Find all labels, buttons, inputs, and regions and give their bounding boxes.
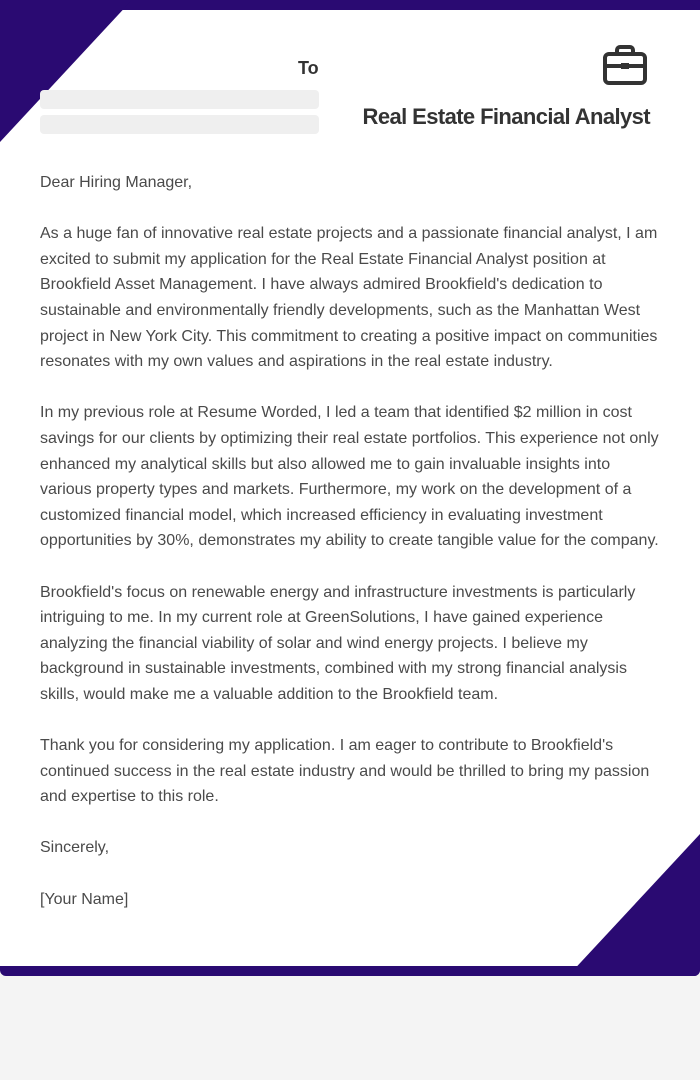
recipient-placeholder-line — [40, 90, 319, 109]
closing: Sincerely, — [40, 839, 110, 857]
letter-paragraph: Brookfield's focus on renewable energy and infrastructure investments is particularly intriguing to me. In my current role at GreenSolutions, I have gained experience analyzing the financial viability of solar and wind energy projects. I believe my background in sustainable investments, combined with my strong financial analysis skills, would make me a valuable addition to the Brookfield team. — [40, 583, 636, 703]
recipient-to-label: To — [298, 58, 319, 78]
letter-body — [40, 170, 665, 938]
recipient-placeholder-line — [40, 115, 319, 134]
job-title-heading: Real Estate Financial Analyst — [362, 104, 650, 129]
salutation: Dear Hiring Manager, — [40, 174, 193, 191]
signature: [Your Name] — [40, 890, 129, 908]
letter-paragraph: Thank you for considering my application. I am eager to contribute to Brookfield's continued success in the real estate industry and would be thrilled to bring my passion and expertise to this role. — [40, 737, 650, 806]
letter-paragraph: As a huge fan of innovative real estate projects and a passionate financial analyst, I am excited to submit my application for the Real Estate Financial Analyst position at Brookfield Asset Management. I have always admired Brookfield's dedication to sustainable and environmentally friendly developments, such as the Manhattan West project in New York City. This commitment to creating a positive impact on communities resonates with my own values and aspirations in the real estate industry. — [40, 225, 658, 371]
letter-paragraph: In my previous role at Resume Worded, I led a team that identified $2 million in cost savings for our clients by optimizing their real estate portfolios. This experience not only enhanced my analytical skills but also allowed me to gain invaluable insights into various property types and markets. Furthermore, my work on the development of a customized financial model, which increased efficiency in evaluating investment opportunities by 30%, demonstrates my ability to create tangible value for the company. — [40, 404, 659, 550]
briefcase-icon — [602, 44, 648, 86]
